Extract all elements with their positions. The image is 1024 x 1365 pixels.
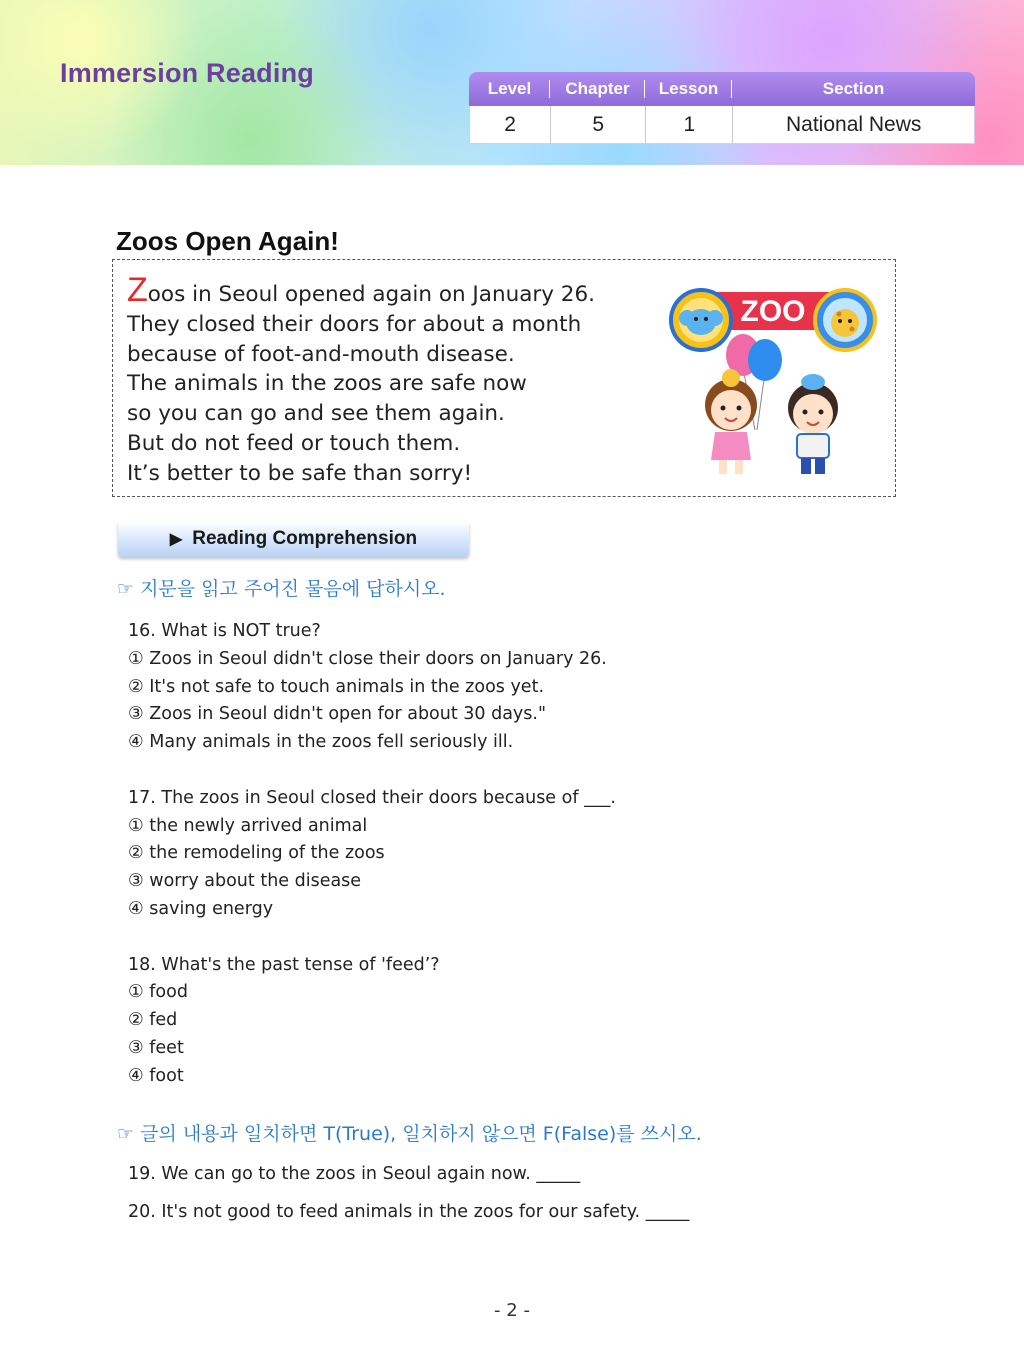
column-chapter: Chapter [550, 72, 645, 106]
app-title: Immersion Reading [60, 58, 314, 88]
question-prompt: 16. What is NOT true? [128, 621, 321, 641]
answer-option: ② fed [128, 1010, 178, 1031]
story-line-1 [127, 271, 667, 310]
value-section: National News [786, 112, 922, 136]
zoo-illustration [665, 280, 880, 480]
question-18 [128, 952, 828, 1091]
answer-option: ④ saving energy [128, 898, 274, 919]
value-level: 2 [470, 106, 551, 143]
answer-option: ③ worry about the disease [128, 871, 362, 892]
answer-option: ④ foot [128, 1065, 184, 1086]
answer-option: ① food [128, 982, 188, 1003]
story-line: It’s better to be safe than sorry! [127, 460, 473, 486]
lesson-info-table [469, 72, 975, 145]
lesson-info-values [469, 106, 975, 144]
play-triangle-icon: ▶ [169, 531, 183, 548]
story-text [127, 271, 667, 489]
instruction-true-false: ☞ 글의 내용과 일치하면 T(True), 일치하지 않으면 F(False)를 쓰시오. [117, 1123, 702, 1145]
answer-option: ① Zoos in Seoul didn't close their doors on January 26. [128, 648, 607, 669]
question-prompt: 18. What's the past tense of 'feed’? [128, 954, 440, 975]
story-line: because of foot-and-mouth disease. [127, 341, 515, 367]
column-section: Section [822, 79, 885, 98]
section-badge-label: Reading Comprehension [192, 528, 418, 549]
reading-comprehension-badge [118, 521, 469, 557]
answer-option: ② It's not safe to touch animals in the zoos yet. [128, 676, 545, 697]
question-list [128, 618, 828, 1118]
question-16 [128, 618, 828, 757]
drop-cap: Z [127, 271, 148, 309]
true-false-question-19: 19. We can go to the zoos in Seoul again now. _____ [128, 1164, 581, 1184]
answer-option: ④ Many animals in the zoos fell seriously ill. [128, 732, 514, 753]
page-number: - 2 - [494, 1300, 530, 1321]
story-line: They closed their doors for about a month [127, 311, 582, 337]
story-line: so you can go and see them again. [127, 401, 505, 427]
value-lesson: 1 [646, 106, 733, 143]
answer-option: ① the newly arrived animal [128, 815, 368, 836]
answer-option: ③ Zoos in Seoul didn't open for about 30 days." [128, 704, 547, 725]
answer-option: ③ feet [128, 1037, 184, 1058]
article-title: Zoos Open Again! [116, 226, 339, 256]
question-prompt: 17. The zoos in Seoul closed their doors because of ___. [128, 787, 616, 808]
story-line: But do not feed or touch them. [127, 430, 461, 456]
value-chapter: 5 [551, 106, 646, 143]
column-level: Level [469, 72, 550, 106]
question-17 [128, 785, 828, 924]
column-lesson: Lesson [645, 72, 732, 106]
lesson-info-header [469, 72, 975, 106]
true-false-question-20: 20. It's not good to feed animals in the zoos for our safety. _____ [128, 1202, 690, 1222]
header-banner [0, 0, 1024, 165]
story-first-line: oos in Seoul opened again on January 26. [147, 282, 595, 307]
zoo-sign-text: ZOO [740, 295, 806, 328]
story-line: The animals in the zoos are safe now [127, 371, 527, 397]
answer-option: ② the remodeling of the zoos [128, 843, 385, 864]
instruction-multiple-choice: ☞ 지문을 읽고 주어진 물음에 답하시오. [117, 578, 446, 600]
